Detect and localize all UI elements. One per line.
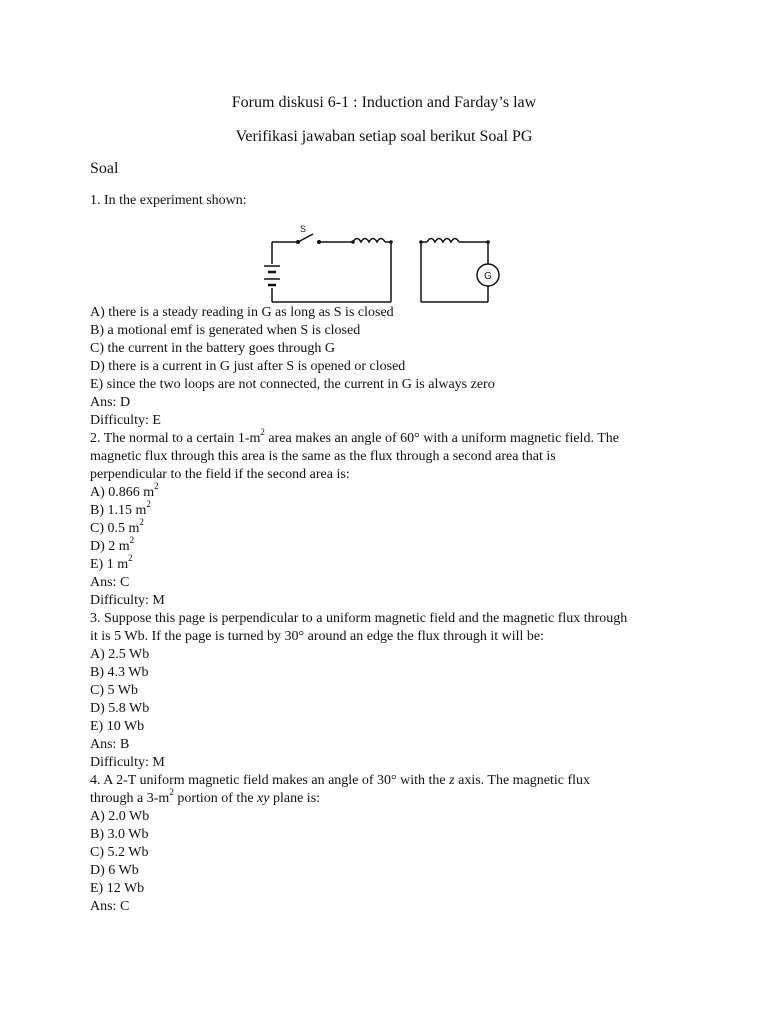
question-4-stem xyxy=(90,787,690,808)
superscript: 2 xyxy=(139,517,144,528)
question-1-option: B) a motional emf is generated when S is closed xyxy=(90,323,361,338)
superscript: 2 xyxy=(169,787,174,798)
superscript: 2 xyxy=(129,535,135,546)
question-3-answer: Ans: B xyxy=(90,737,130,752)
question-4-option: C) 5.2 Wb xyxy=(90,845,149,860)
question-1-difficulty: Difficulty: E xyxy=(90,413,161,428)
switch-contact-right xyxy=(317,240,321,244)
question-3-difficulty: Difficulty: M xyxy=(90,755,165,770)
stem-text: 2. The normal to a certain 1-m xyxy=(90,431,261,446)
question-3-option: A) 2.5 Wb xyxy=(90,647,150,662)
question-2-stem xyxy=(90,427,690,448)
question-1-option: E) since the two loops are not connected, the current in G is always zero xyxy=(90,377,495,392)
stem-text: through a 3-m xyxy=(90,791,170,806)
stem-variable: xy xyxy=(257,791,270,806)
stem-text: 4. A 2-T uniform magnetic field makes an angle of 30° with the xyxy=(90,773,450,788)
question-2-option xyxy=(90,535,690,556)
galvanometer-label: G xyxy=(484,271,492,282)
question-4-stem xyxy=(90,772,690,790)
question-2-option xyxy=(90,499,690,520)
section-heading: Soal xyxy=(90,160,119,177)
switch-contact-left xyxy=(296,240,300,244)
question-2-option xyxy=(90,553,690,574)
question-1-option: D) there is a current in G just after S is opened or closed xyxy=(90,359,406,374)
page-title: Forum diskusi 6-1 : Induction and Farday’s law xyxy=(231,94,537,111)
question-3-option: B) 4.3 Wb xyxy=(90,665,149,680)
question-2-option xyxy=(90,481,690,502)
question-4-answer: Ans: C xyxy=(90,899,130,914)
stem-text: area makes an angle of 60° with a uniform magnetic field. The xyxy=(264,431,619,446)
question-2-answer: Ans: C xyxy=(90,575,130,590)
question-3-stem: 3. Suppose this page is perpendicular to a uniform magnetic field and the magnetic flux through xyxy=(90,611,628,626)
question-list xyxy=(90,304,690,916)
question-4-option: E) 12 Wb xyxy=(90,881,145,896)
circuit-diagram xyxy=(258,222,508,306)
question-2-option xyxy=(90,517,690,538)
primary-coil xyxy=(353,239,385,243)
superscript: 2 xyxy=(260,427,265,438)
page-subtitle: Verifikasi jawaban setiap soal berikut Soal PG xyxy=(235,128,533,145)
question-1-option: C) the current in the battery goes through G xyxy=(90,341,335,356)
switch-blade xyxy=(298,234,313,242)
coil-terminal xyxy=(351,240,355,244)
stem-text: axis. The magnetic flux xyxy=(454,773,591,788)
option-text: C) 0.5 m xyxy=(90,521,140,536)
question-3-option: C) 5 Wb xyxy=(90,683,138,698)
stem-variable: z xyxy=(449,773,455,788)
secondary-coil xyxy=(427,239,459,243)
question-2-stem: perpendicular to the field if the second area is: xyxy=(90,467,350,482)
option-text: D) 2 m xyxy=(90,539,130,554)
option-text: A) 0.866 m xyxy=(90,485,155,500)
superscript: 2 xyxy=(128,553,133,564)
question-3-option: E) 10 Wb xyxy=(90,719,145,734)
question-4-option: A) 2.0 Wb xyxy=(90,809,150,824)
question-4-option: B) 3.0 Wb xyxy=(90,827,149,842)
option-text: B) 1.15 m xyxy=(90,503,147,518)
question-3-option: D) 5.8 Wb xyxy=(90,701,150,716)
stem-text: plane is: xyxy=(269,791,321,806)
question-2-difficulty: Difficulty: M xyxy=(90,593,165,608)
coil-terminal xyxy=(419,240,423,244)
coil-terminal xyxy=(389,240,393,244)
question-2-stem: magnetic flux through this area is the same as the flux through a second area that is xyxy=(90,449,556,464)
wire-junction xyxy=(486,240,490,244)
question-1-answer: Ans: D xyxy=(90,395,131,410)
switch-label: S xyxy=(300,224,307,234)
question-1-option: A) there is a steady reading in G as long as S is closed xyxy=(90,305,394,320)
option-text: E) 1 m xyxy=(90,557,129,572)
question-4-option: D) 6 Wb xyxy=(90,863,139,878)
question-1-stem: 1. In the experiment shown: xyxy=(90,193,247,208)
question-3-stem: it is 5 Wb. If the page is turned by 30° around an edge the flux through it will be: xyxy=(90,629,545,644)
superscript: 2 xyxy=(154,481,159,492)
superscript: 2 xyxy=(146,499,151,510)
stem-text: portion of the xyxy=(173,791,258,806)
